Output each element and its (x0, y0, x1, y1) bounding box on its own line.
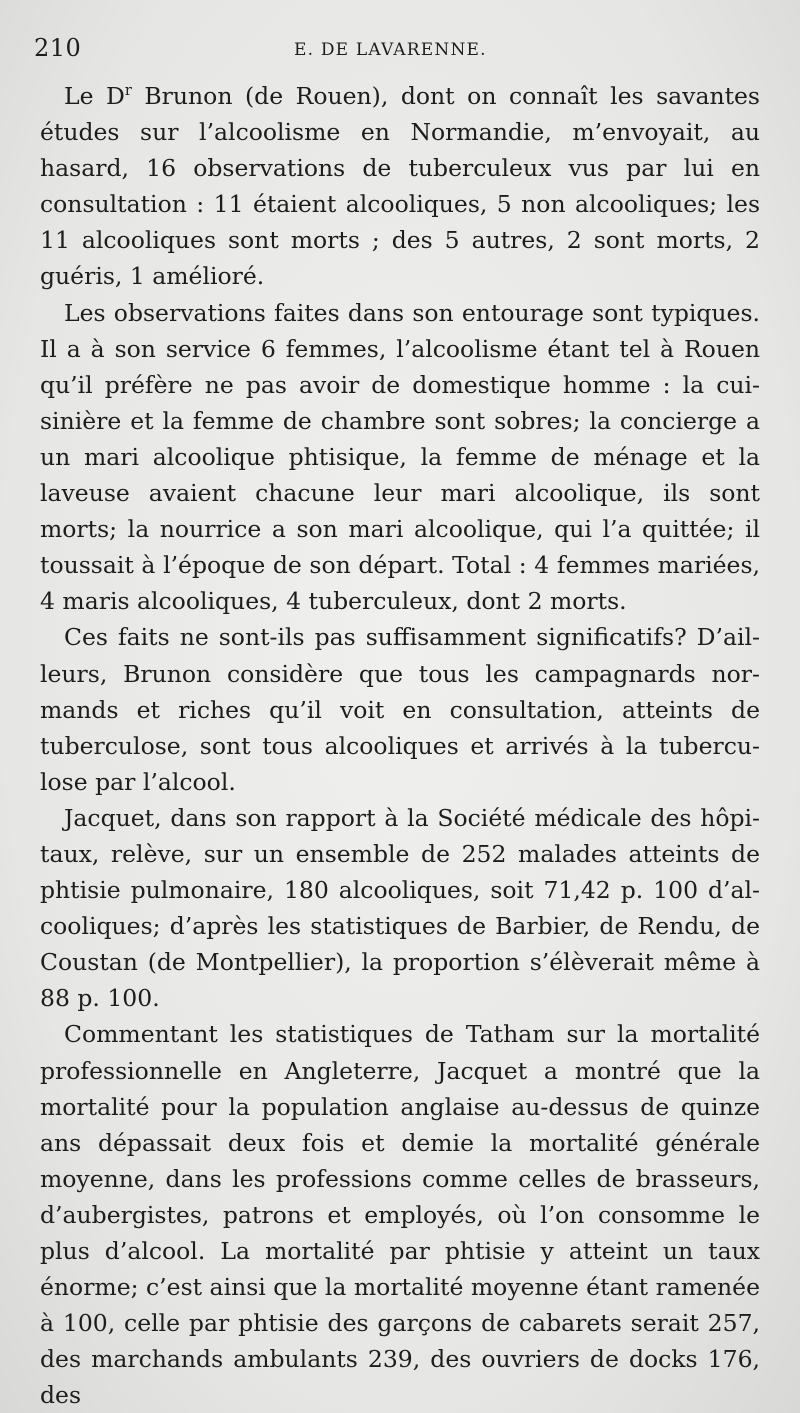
paragraph-1-lead: Le D (64, 82, 125, 110)
doctor-abbrev-superscript: r (124, 82, 132, 100)
page-header (34, 34, 754, 70)
paragraph-3: Ces faits ne sont-ils pas suffisamment significatifs? D’ailleurs, Brunon considère que tous les campagnards normands et riches qu’il voit en consultation, atteints de tuberculose, sont tous alcooliques et arrivés à la tuberculose par l’alcool. (40, 623, 760, 796)
paragraph-4: Jacquet, dans son rapport à la Société médicale des hôpitaux, relève, sur un ensemble de 252 malades atteints de phtisie pulmonaire, 180 alcooliques, soit 71,42 p. 100 d’alcooliques; d’après les statistiques de Barbier, de Rendu, de Coustan (de Montpellier), la proportion s’élèverait même à 88 p. 100. (40, 803, 760, 1013)
page-number: 210 (34, 34, 82, 62)
paragraph-1-text: Brunon (de Rouen), dont on connaît les savantes études sur l’alcoolisme en Normandie, m’envoyait, au hasard, 16 observations de tuberculeux vus par lui en consultation : 11 étaient alcooliques, 5 non alcooliques; les 11 alcooliques sont morts ; des 5 autres, 2 sont morts, 2 guéris, 1 amélioré. (40, 82, 760, 291)
paragraph-5: Commentant les statistiques de Tatham sur la mortalité professionnelle en Angleterre, Jacquet a montré que la mortalité pour la population anglaise au-dessus de quinze ans dépassait deux fois et demie la mortalité générale moyenne, dans les professions comme celles de brasseurs, d’aubergistes, patrons et employés, où l’on consomme le plus d’alcool. La mortalité par phtisie y atteint un taux énorme; c’est ainsi que la mortalité moyenne étant ramenée à 100, celle par phtisie des garçons de cabarets serait 257, des marchands ambulants 239, des ouvriers de docks 176, des (40, 1020, 760, 1410)
running-head: E. DE LAVARENNE. (294, 40, 487, 60)
paragraph-2: Les observations faites dans son entourage sont typiques. Il a à son service 6 femmes, l’alcoolisme étant tel à Rouen qu’il préfère ne pas avoir de domestique homme : la cuisinière et la femme de chambre sont sobres; la concierge a un mari alcoolique phtisique, la femme de ménage et la laveuse avaient chacune leur mari alcoolique, ils sont morts; la nourrice a son mari alcoolique, qui l’a quittée; il toussait à l’époque de son départ. Total : 4 femmes mariées, 4 maris alcooliques, 4 tuberculeux, dont 2 morts. (40, 298, 760, 616)
body-text (40, 78, 760, 1413)
paragraph-1 (40, 78, 760, 295)
